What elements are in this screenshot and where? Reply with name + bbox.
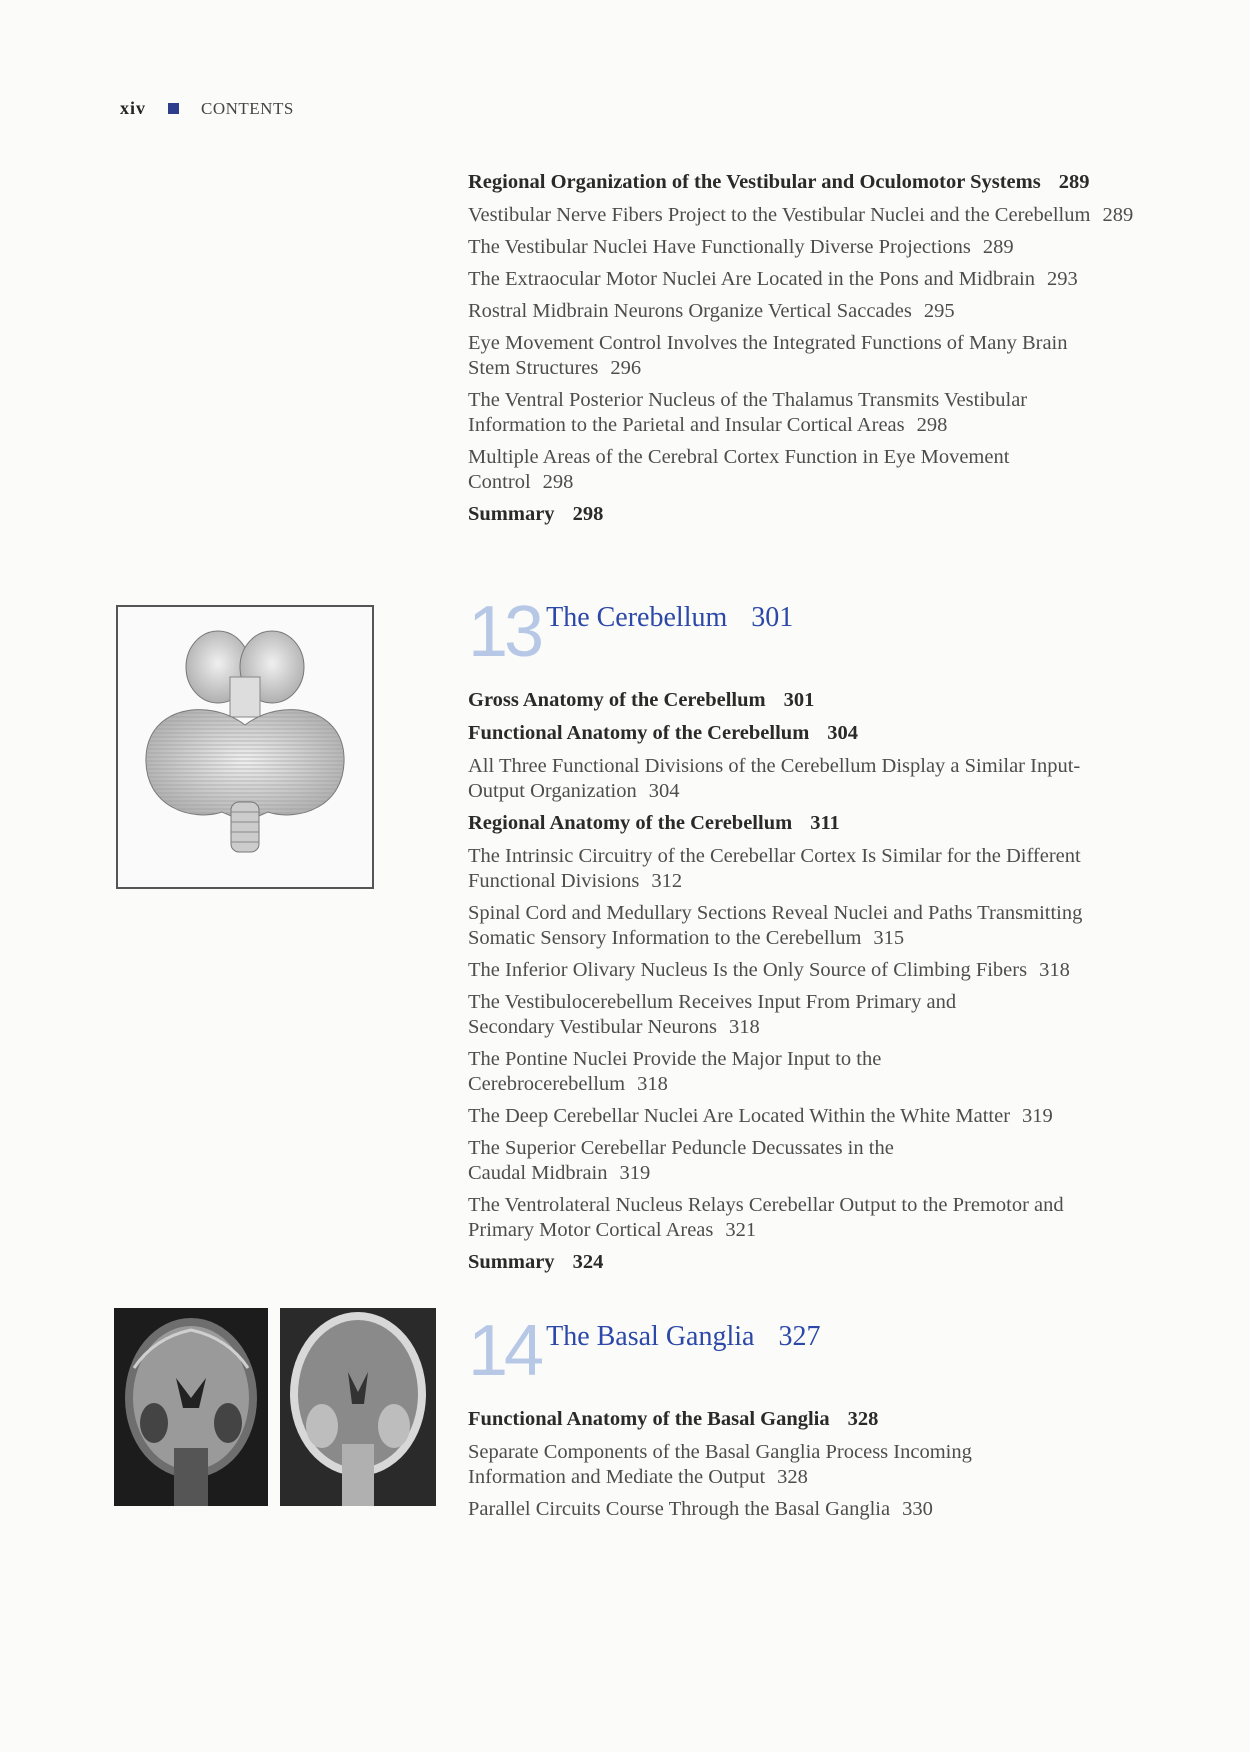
toc-heading: Gross Anatomy of the Cerebellum 301 [468,689,815,711]
mri-image-right [280,1308,436,1506]
toc-entry: The Ventrolateral Nucleus Relays Cerebellar Output to the Premotor and Primary Motor Cortical Areas 321 [468,1194,1064,1241]
toc-heading: Regional Anatomy of the Cerebellum 311 [468,812,840,834]
toc-entry: Rostral Midbrain Neurons Organize Vertical Saccades 295 [468,300,955,322]
chapter-number: 14 [468,1311,541,1391]
toc-heading: Regional Organization of the Vestibular and Oculomotor Systems 289 [468,171,1090,193]
toc-chapter-14 [468,1311,1188,1529]
page-folio: xiv [120,98,147,118]
toc-chapter-13 [468,592,1188,1283]
toc-entry: The Inferior Olivary Nucleus Is the Only Source of Climbing Fibers 318 [468,959,1070,981]
toc-entry: Parallel Circuits Course Through the Basal Ganglia 330 [468,1498,933,1520]
toc-heading: Functional Anatomy of the Cerebellum 304 [468,722,859,744]
toc-entry: The Superior Cerebellar Peduncle Decussates in the Caudal Midbrain 319 [468,1137,894,1184]
square-bullet-icon [168,103,179,114]
toc-entry: The Intrinsic Circuitry of the Cerebellar Cortex Is Similar for the Different Functional Divisions 312 [468,845,1081,892]
chapter-title: The Basal Ganglia 327 [546,1321,821,1352]
running-head [120,98,294,119]
cerebellum-illustration [116,605,374,889]
toc-block-vestibular [468,170,1188,535]
chapter-heading [468,592,1188,672]
toc-entry: The Vestibular Nuclei Have Functionally Diverse Projections 289 [468,236,1014,258]
toc-heading: Functional Anatomy of the Basal Ganglia 328 [468,1408,879,1430]
cerebellum-drawing [118,607,372,887]
toc-entry: The Pontine Nuclei Provide the Major Input to the Cerebrocerebellum 318 [468,1048,882,1095]
toc-entry: The Vestibulocerebellum Receives Input From Primary and Secondary Vestibular Neurons 318 [468,991,957,1038]
toc-entry: All Three Functional Divisions of the Cerebellum Display a Similar Input-Output Organization 304 [468,755,1081,802]
toc-entry: The Ventral Posterior Nucleus of the Thalamus Transmits Vestibular Information to the Parietal and Insular Cortical Areas 298 [468,389,1028,436]
chapter-number: 13 [468,592,541,672]
toc-entry: Eye Movement Control Involves the Integrated Functions of Many Brain Stem Structures 296 [468,332,1068,379]
toc-summary: Summary 324 [468,1251,604,1273]
toc-entry: Spinal Cord and Medullary Sections Reveal Nuclei and Paths Transmitting Somatic Sensory Information to the Cerebellum 315 [468,902,1083,949]
section-label: CONTENTS [201,98,294,118]
toc-entry: Vestibular Nerve Fibers Project to the Vestibular Nuclei and the Cerebellum 289 [468,204,1134,226]
toc-entry: The Extraocular Motor Nuclei Are Located in the Pons and Midbrain 293 [468,268,1078,290]
mri-scan-drawing [280,1308,436,1506]
chapter-heading [468,1311,1188,1391]
toc-entry: The Deep Cerebellar Nuclei Are Located Within the White Matter 319 [468,1105,1053,1127]
toc-summary: Summary 298 [468,503,604,525]
toc-entry: Separate Components of the Basal Ganglia Process Incoming Information and Mediate the Output 328 [468,1441,972,1488]
toc-entry: Multiple Areas of the Cerebral Cortex Function in Eye Movement Control 298 [468,446,1010,493]
mri-scan-drawing [114,1308,268,1506]
mri-image-left [114,1308,268,1506]
chapter-title: The Cerebellum 301 [546,602,794,633]
